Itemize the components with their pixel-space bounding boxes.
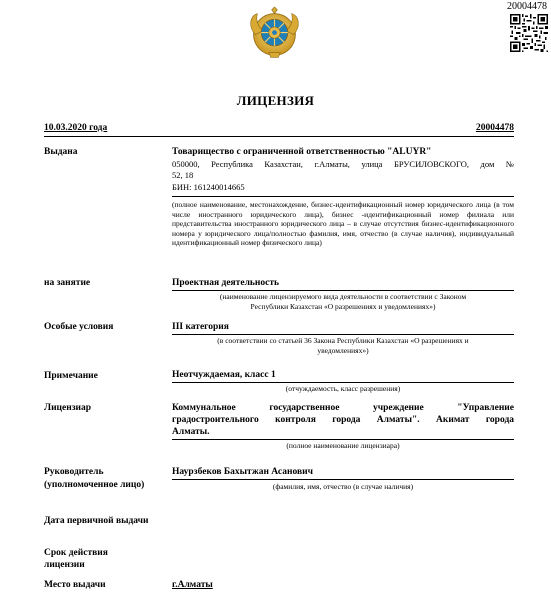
activity-note-line2: Республики Казахстан «О разрешениях и уведомлениях») <box>250 302 436 311</box>
header-divider <box>44 136 514 137</box>
licensor-rule <box>172 439 514 440</box>
licensee-address-line2: 52, 18 <box>172 170 194 180</box>
conditions-value: III категория <box>172 322 229 332</box>
conditions-label: Особые условия <box>44 322 114 332</box>
activity-note-line1: (наименование лицензируемого вида деятельности в соответствии с Законом <box>219 292 467 301</box>
licensor-name-line2: градостроительного контроля города Алматы". Акимат города <box>172 415 514 425</box>
licensee-address-line1: 050000, Республика Казахстан, г.Алматы, улица БРУСИЛОВСКОГО, дом № <box>172 159 514 169</box>
activity-value: Проектная деятельность <box>172 278 280 288</box>
head-rule <box>172 479 514 480</box>
place-label: Место выдачи <box>44 580 106 590</box>
qr-code-icon <box>510 14 548 52</box>
activity-label: на занятие <box>44 278 91 288</box>
head-label-line1: Руководитель <box>44 467 104 477</box>
document-number-top: 20004478 <box>507 1 547 12</box>
head-note: (фамилия, имя, отчество (в случае наличия) <box>272 482 414 491</box>
first-issue-label: Дата первичной выдачи <box>44 516 149 526</box>
validity-label-line2: лицензии <box>44 560 85 570</box>
state-emblem-icon <box>246 6 303 63</box>
issued-label: Выдана <box>44 147 78 157</box>
head-label-line2: (уполномоченное лицо) <box>44 480 145 490</box>
licensor-note: (полное наименование лицензиара) <box>286 441 400 450</box>
remark-rule <box>172 382 514 383</box>
activity-rule <box>172 290 514 291</box>
conditions-note-line1: (в соответствии со статьей 36 Закона Республики Казахстан «О разрешениях и <box>217 336 469 345</box>
remark-value: Неотчуждаемая, класс 1 <box>172 370 276 380</box>
licensee-name: Товарищество с ограниченной ответственностью "ALUYR" <box>172 147 432 157</box>
issued-note: (полное наименование, местонахождение, бизнес-идентификационный номер юридического лица (в том числе иностранного юридического лица), бизнес -идентификационный номер филиала или представительства иностранного юридического лица – в случае отсутствия бизнес-идентификационного номера у юридического лица/полностью фамилия, имя, отчество (в случае наличия), индивидуальный идентификационный номер физического лица) <box>172 200 514 247</box>
remark-note: (отчуждаемость, класс разрешения) <box>285 384 401 393</box>
license-date: 10.03.2020 года <box>44 123 108 133</box>
place-value: г.Алматы <box>172 580 213 590</box>
remark-label: Примечание <box>44 371 98 381</box>
license-number: 20004478 <box>476 123 514 133</box>
head-value: Наурзбеков Бахытжан Асанович <box>172 467 313 477</box>
validity-label-line1: Срок действия <box>44 548 108 558</box>
licensor-label: Лицензиар <box>44 403 92 413</box>
conditions-note-line2: уведомлениях») <box>317 346 369 355</box>
licensee-bin: БИН: 161240014665 <box>172 182 245 192</box>
conditions-rule <box>172 334 514 335</box>
issued-rule <box>172 196 514 197</box>
licensor-name-line3: Алматы. <box>172 427 210 437</box>
licensor-name-line1: Коммунальное государственное учреждение "Управление <box>172 403 514 413</box>
document-title: ЛИЦЕНЗИЯ <box>236 93 315 108</box>
